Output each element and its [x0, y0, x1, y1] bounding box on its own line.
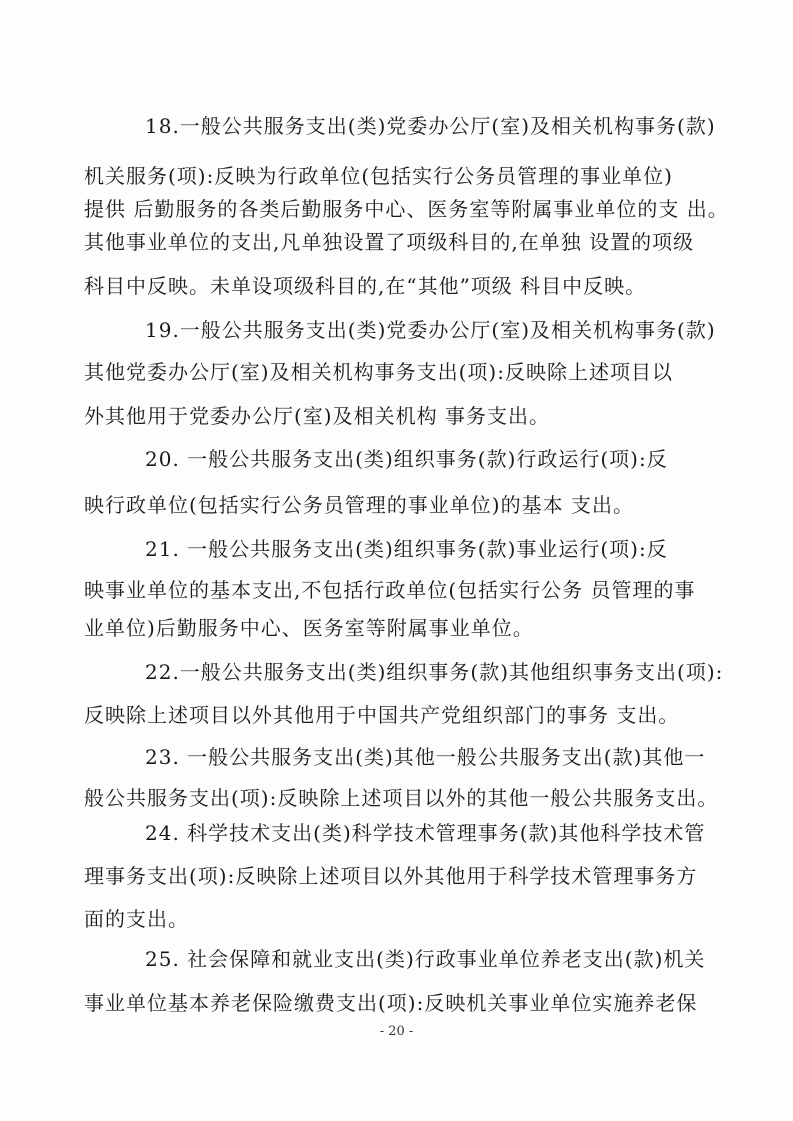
text-line: 其他事业单位的支出,凡单独设置了项级科目的,在单独 设置的项级 [84, 230, 695, 254]
text-line: 24. 科学技术支出(类)科学技术管理事务(款)其他科学技术管 [145, 821, 706, 845]
text-line: 映事业单位的基本支出,不包括行政单位(包括实行公务 员管理的事 [84, 578, 696, 602]
text-line: 22.一般公共服务支出(类)组织事务(款)其他组织事务支出(项): [145, 660, 724, 684]
text-line: 般公共服务支出(项):反映除上述项目以外的其他一般公共服务支出。 [84, 786, 719, 810]
text-line: 19.一般公共服务支出(类)党委办公厅(室)及相关机构事务(款) [145, 318, 716, 342]
text-line: 映行政单位(包括实行公务员管理的事业单位)的基本 支出。 [84, 493, 634, 517]
text-line: 业单位)后勤服务中心、医务室等附属事业单位。 [84, 616, 534, 640]
text-line: 事业单位基本养老保险缴费支出(项):反映机关事业单位实施养老保 [84, 991, 698, 1015]
text-line: 其他党委办公厅(室)及相关机构事务支出(项):反映除上述项目以 [84, 360, 673, 384]
text-line: 18.一般公共服务支出(类)党委办公厅(室)及相关机构事务(款) [145, 114, 716, 138]
text-line: 21. 一般公共服务支出(类)组织事务(款)事业运行(项):反 [145, 537, 668, 561]
text-line: 外其他用于党委办公厅(室)及相关机构 事务支出。 [84, 404, 550, 428]
text-line: 科目中反映。未单设项级科目的,在“其他”项级 科目中反映。 [84, 274, 647, 298]
text-line: 机关服务(项):反映为行政单位(包括实行公务员管理的事业单位) [84, 164, 673, 188]
text-line: 20. 一般公共服务支出(类)组织事务(款)行政运行(项):反 [145, 447, 668, 471]
text-line: 理事务支出(项):反映除上述项目以外其他用于科学技术管理事务方 [84, 864, 698, 888]
text-line: 23. 一般公共服务支出(类)其他一般公共服务支出(款)其他一 [145, 745, 706, 769]
text-line: 25. 社会保障和就业支出(类)行政事业单位养老支出(款)机关 [145, 947, 706, 971]
text-line: 提供 后勤服务的各类后勤服务中心、医务室等附属事业单位的支 出。 [84, 197, 729, 221]
text-line: 面的支出。 [84, 907, 189, 931]
text-line: 反映除上述项目以外其他用于中国共产党组织部门的事务 支出。 [84, 703, 680, 727]
page-number: - 20 - [379, 1024, 414, 1039]
